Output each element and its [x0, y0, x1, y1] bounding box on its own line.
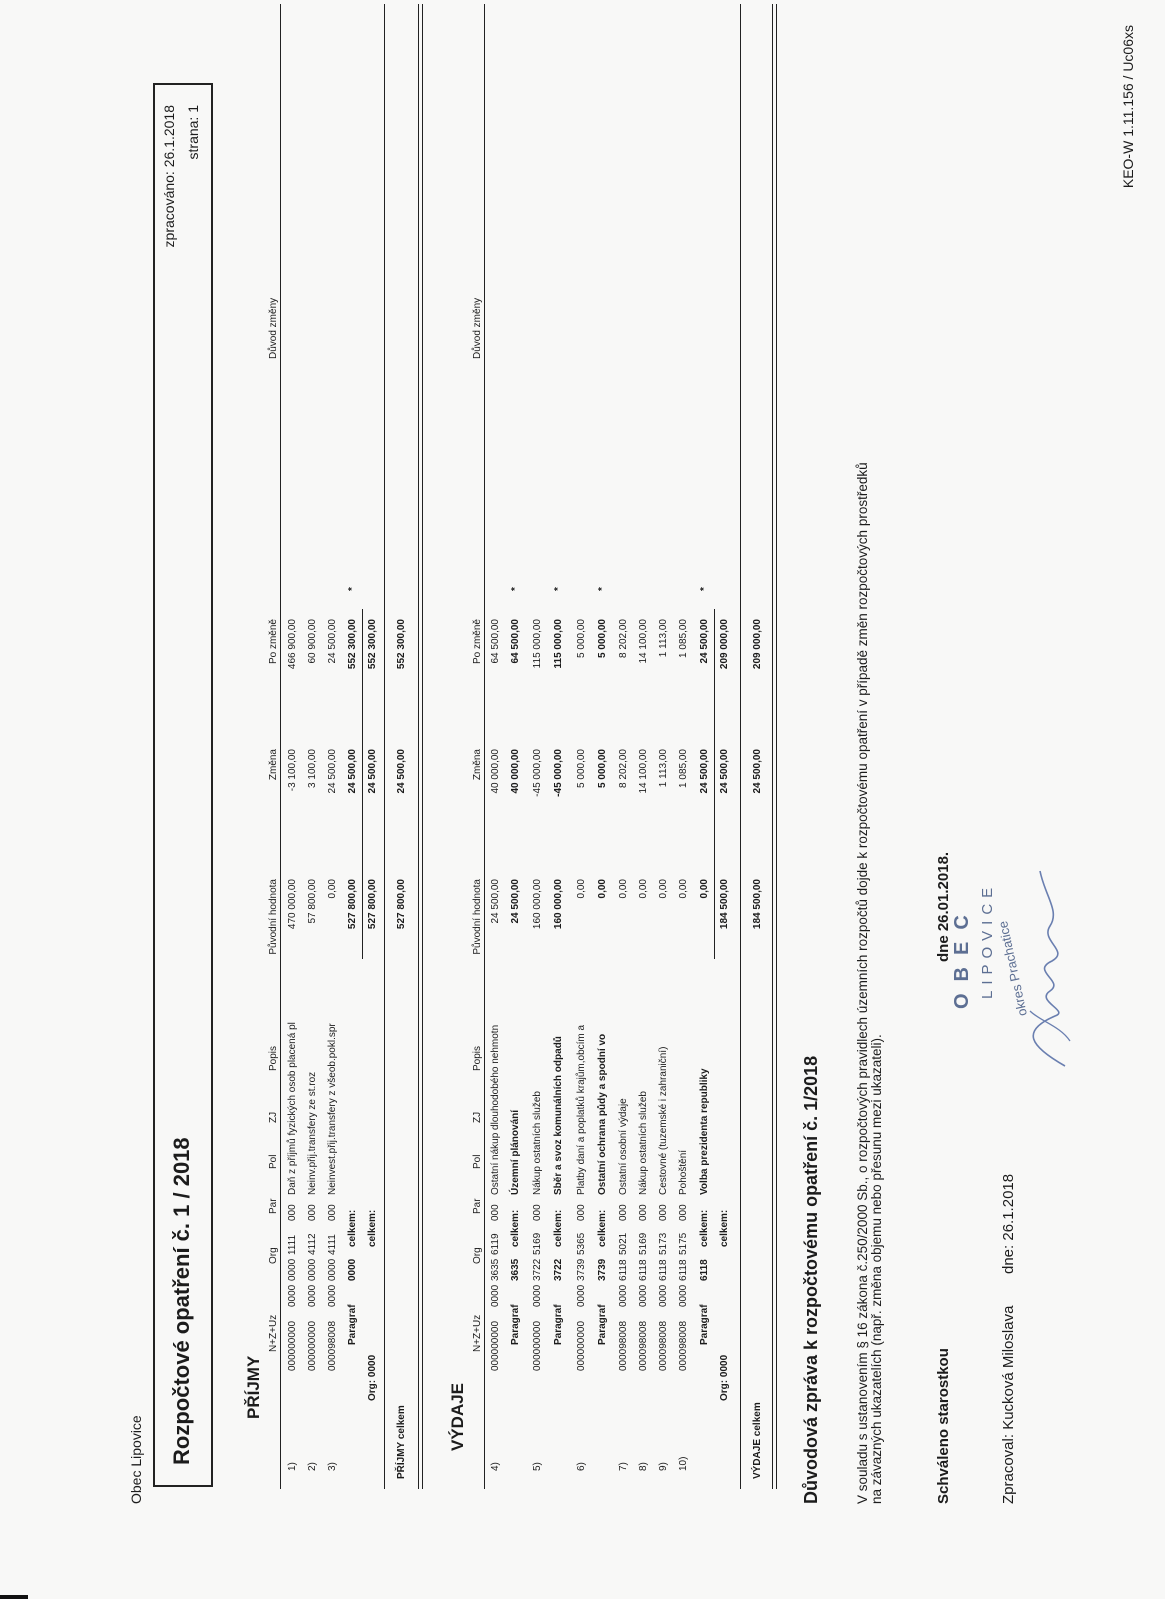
change-mark: * — [510, 587, 521, 591]
change-mark: * — [597, 587, 608, 591]
col-puvodni: Původní hodnota — [472, 879, 483, 955]
prepared-by: Zpracoval: Kucková Miloslava — [1000, 1305, 1017, 1504]
col-par: Par — [472, 1198, 483, 1214]
col-zj: ZJ — [472, 1111, 483, 1123]
col-popis: Popis — [268, 1045, 279, 1071]
report-text: V souladu s ustanovením § 16 zákona č.250/2000 Sb., o rozpočtových pravidlech územních rozpočtů dojde k rozpočtovému opatření v případě změn rozpočtových prostředků na závazných ukazatelích (např. změna objemu nebo přesunu mezi ukazateli). — [855, 462, 884, 1504]
handwritten-signature — [1010, 851, 1080, 1071]
col-po-zmene: Po změně — [472, 619, 483, 665]
col-zj: ZJ — [268, 1111, 279, 1123]
document-page: Obec Lipovice KEO-W 1.11.156 / Uc06xs Rozpočtové opatření č. 1 / 2018 zpracováno: 26.1.2018 strana: 1 PŘÍJMY N+Z+Uz Org Par Pol ZJ Popis Původní hodnota Změna Po změně Důvod změny 1) 000000000 0000 0000 1111 000 Daň z příjmů fyzických osob placená pl 470 000,00 -3 100,00 466 900,00 2) 000000000 0000 0000 4112 000 Neinv.přij.transfery ze st.roz 57 800,00 3 100,00 60 900,00 3) 000098008 0000 0000 4111 000 Neinvest.přij.transfery z všeob.pokl.spr 0,00 24 500,00 24 500,00 Paragraf 0000 celkem: 527 800,00 24 500,00 552 300,00 * Org: 0000 celkem: 527 800,00 24 500,00 552 300,00 PŘÍJMY celkem 527 800,00 24 500,00 552 300,00 VÝDAJE N+Z+Uz Org Par Pol ZJ Popis Původní hodnota Změna Po změně Důvod změny 4) 000000000 0000 3635 6119 000 Ostatní nákup dlouhodobého nehmotn 24 500,00 40 000,00 64 500,00 Paragraf 3635 celkem: Územní plánování 24 500,00 40 000,00 64 500,00 * 5) 000000000 0000 3722 5169 000 Nákup ostatních služeb 160 000,00 -45 000,00 115 000,00 Paragraf 3722 celkem: Sběr a svoz komunálních odpadů 160 000,00 -45 000,00 115 000,00 * 6) 000000000 0000 3739 5365 000 Platby daní a poplatků krajům,obcím a 0,00 5 000,00 5 000,00 Paragraf 3739 celkem: Ostatní ochrana půdy a spodní vo 0,00 5 000,00 5 000,00 * 7) 000098008 0000 6118 5021 000 Ostatní osobní výdaje 0,00 8 202,00 8 202,00 8) 000098008 0000 6118 5169 000 Nákup ostatních služeb 0,00 14 100,00 14 100,00 9) 000098008 0000 6118 5173 000 Cestovné (tuzemské i zahraniční) 0,00 1 113,00 1 113,00 10) 000098008 0000 6118 5175 000 Pohoštění 0,00 1 085,00 1 085,00 Paragraf 6118 celkem: Volba prezidenta republiky 0,00 24 500,00 24 500,00 * Org: 0000 celkem: 184 500,00 24 500,00 209 000,00 VÝDAJE celkem 184 500,00 24 500,00 209 000,00 Důvodová zpráva k rozpočtovému opatření č. 1/2018 V souladu s ustanovením § 16 zákona č.250/2000 Sb., o rozpočtových pravidlech územních rozpočtů dojde k rozpočtovému opatření v případě změn rozpočtových prostředků na závazných ukazatelích (např. změna objemu nebo přesunu mezi ukazateli). Schváleno starostkou dne 26.01.2018. Zpracoval: Kucková Miloslava dne: 26.1.2018 OBEC LIPOVICE okres Prachatice — [0, 0, 1165, 1599]
col-nzuz: N+Z+Uz — [472, 1314, 483, 1352]
col-po-zmene: Po změně — [268, 619, 279, 665]
col-pol: Pol — [268, 1154, 279, 1169]
report-heading: Důvodová zpráva k rozpočtovému opatření č. 1/2018 — [801, 1055, 821, 1504]
municipal-stamp: OBEC LIPOVICE okres Prachatice — [951, 881, 1030, 1018]
col-org: Org — [472, 1247, 483, 1264]
expense-heading: VÝDAJE — [448, 1382, 467, 1451]
col-duvod: Důvod změny — [472, 297, 483, 359]
scan-edge — [0, 1595, 28, 1599]
col-org: Org — [268, 1247, 279, 1264]
col-zmena: Změna — [472, 749, 483, 781]
change-mark: * — [699, 587, 710, 591]
col-puvodni: Původní hodnota — [268, 879, 279, 955]
approved-date: dne 26.01.2018. — [935, 851, 952, 962]
col-par: Par — [268, 1198, 279, 1214]
col-popis: Popis — [472, 1045, 483, 1071]
change-mark: * — [347, 587, 358, 591]
col-duvod: Důvod změny — [268, 297, 279, 359]
page-number: strana: 1 — [185, 105, 201, 160]
page-title: Rozpočtové opatření č. 1 / 2018 — [169, 1137, 194, 1465]
prepared-date: dne: 26.1.2018 — [1000, 1173, 1017, 1274]
income-heading: PŘÍJMY — [244, 1355, 263, 1419]
title-box — [153, 83, 213, 1487]
col-pol: Pol — [472, 1154, 483, 1169]
col-nzuz: N+Z+Uz — [268, 1314, 279, 1352]
processed-date: zpracováno: 26.1.2018 — [161, 105, 177, 248]
approved-label: Schváleno starostkou — [935, 1348, 952, 1504]
org-name: Obec Lipovice — [128, 1415, 144, 1504]
system-id: KEO-W 1.11.156 / Uc06xs — [1120, 25, 1136, 189]
col-zmena: Změna — [268, 749, 279, 781]
change-mark: * — [553, 587, 564, 591]
